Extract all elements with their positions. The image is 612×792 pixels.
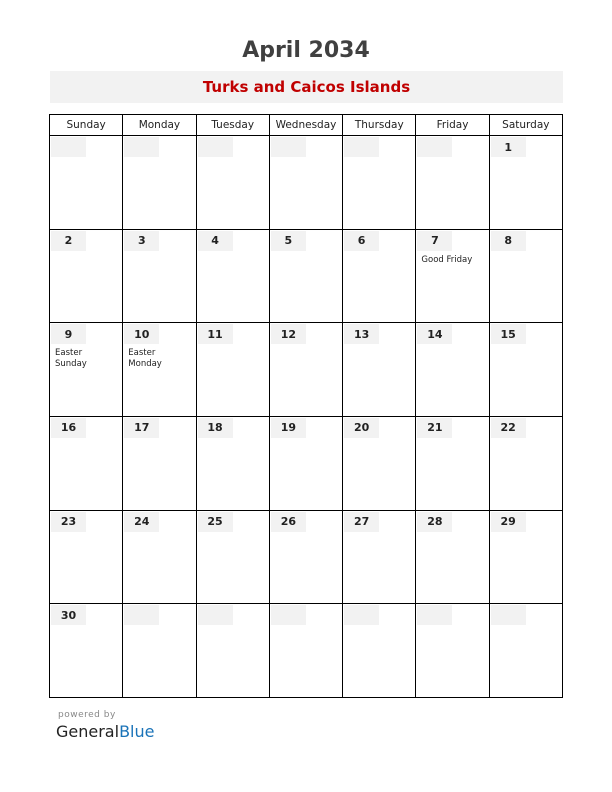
day-cell xyxy=(416,510,489,604)
empty-day-cell xyxy=(489,604,562,698)
day-number: 26 xyxy=(271,512,306,532)
empty-day-cell xyxy=(269,604,342,698)
empty-day-cell xyxy=(50,136,123,230)
day-number xyxy=(344,137,379,157)
day-cell xyxy=(269,510,342,604)
day-cell xyxy=(489,229,562,323)
week-row xyxy=(50,416,563,510)
weekday-wednesday: Wednesday xyxy=(269,115,342,136)
day-number: 22 xyxy=(491,418,526,438)
day-number: 15 xyxy=(491,324,526,344)
day-cell xyxy=(343,229,416,323)
day-cell xyxy=(50,604,123,698)
day-number xyxy=(417,137,452,157)
calendar-grid xyxy=(49,114,563,698)
week-row xyxy=(50,510,563,604)
day-number: 23 xyxy=(51,512,86,532)
empty-day-cell xyxy=(343,136,416,230)
day-cell xyxy=(50,416,123,510)
weekday-sunday: Sunday xyxy=(50,115,123,136)
day-cell xyxy=(269,323,342,417)
day-number xyxy=(198,137,233,157)
day-cell xyxy=(196,229,269,323)
day-cell xyxy=(50,229,123,323)
day-number: 17 xyxy=(124,418,159,438)
day-number: 25 xyxy=(198,512,233,532)
empty-day-cell xyxy=(123,604,196,698)
week-row xyxy=(50,229,563,323)
day-cell xyxy=(416,229,489,323)
day-number: 21 xyxy=(417,418,452,438)
day-number: 20 xyxy=(344,418,379,438)
day-number xyxy=(271,605,306,625)
day-cell xyxy=(123,510,196,604)
empty-day-cell xyxy=(343,604,416,698)
day-number: 28 xyxy=(417,512,452,532)
day-number: 16 xyxy=(51,418,86,438)
weekday-monday: Monday xyxy=(123,115,196,136)
day-number xyxy=(124,137,159,157)
day-number: 10 xyxy=(124,324,159,344)
holiday-label: Easter Monday xyxy=(128,348,162,370)
day-number: 7 xyxy=(417,231,452,251)
page-title: April 2034 xyxy=(242,38,370,63)
empty-day-cell xyxy=(196,136,269,230)
day-number: 9 xyxy=(51,324,86,344)
day-cell xyxy=(196,416,269,510)
weekday-thursday: Thursday xyxy=(343,115,416,136)
day-cell xyxy=(269,416,342,510)
day-number xyxy=(198,605,233,625)
generalblue-logo[interactable] xyxy=(56,722,154,741)
day-number: 24 xyxy=(124,512,159,532)
empty-day-cell xyxy=(123,136,196,230)
day-cell xyxy=(489,323,562,417)
day-number: 18 xyxy=(198,418,233,438)
day-cell xyxy=(123,416,196,510)
day-number: 5 xyxy=(271,231,306,251)
powered-by-label: powered by xyxy=(58,710,116,720)
brand-blue: Blue xyxy=(119,722,155,741)
day-number: 11 xyxy=(198,324,233,344)
country-banner xyxy=(50,71,563,103)
day-number: 14 xyxy=(417,324,452,344)
day-cell xyxy=(343,323,416,417)
day-number: 29 xyxy=(491,512,526,532)
day-number: 1 xyxy=(491,137,526,157)
holiday-label: Easter Sunday xyxy=(55,348,87,370)
day-cell xyxy=(343,416,416,510)
empty-day-cell xyxy=(196,604,269,698)
day-cell xyxy=(489,136,562,230)
day-number: 6 xyxy=(344,231,379,251)
day-number: 3 xyxy=(124,231,159,251)
weekday-friday: Friday xyxy=(416,115,489,136)
day-cell xyxy=(50,323,123,417)
day-number: 12 xyxy=(271,324,306,344)
day-cell xyxy=(416,416,489,510)
day-cell xyxy=(416,323,489,417)
day-cell xyxy=(489,510,562,604)
weekday-saturday: Saturday xyxy=(489,115,562,136)
day-cell xyxy=(196,510,269,604)
day-number: 2 xyxy=(51,231,86,251)
weekday-header-row xyxy=(50,115,563,136)
week-row xyxy=(50,136,563,230)
day-cell xyxy=(489,416,562,510)
week-row xyxy=(50,604,563,698)
day-number xyxy=(491,605,526,625)
day-number: 4 xyxy=(198,231,233,251)
holiday-label: Good Friday xyxy=(421,254,473,265)
empty-day-cell xyxy=(269,136,342,230)
day-cell xyxy=(123,323,196,417)
day-number xyxy=(344,605,379,625)
day-cell xyxy=(123,229,196,323)
day-number xyxy=(271,137,306,157)
weekday-tuesday: Tuesday xyxy=(196,115,269,136)
day-number: 30 xyxy=(51,605,86,625)
day-number xyxy=(51,137,86,157)
brand-general: General xyxy=(56,722,120,741)
empty-day-cell xyxy=(416,604,489,698)
day-cell xyxy=(196,323,269,417)
day-number xyxy=(417,605,452,625)
country-name: Turks and Caicos Islands xyxy=(202,78,411,96)
day-number: 19 xyxy=(271,418,306,438)
day-number: 8 xyxy=(491,231,526,251)
day-number xyxy=(124,605,159,625)
day-cell xyxy=(269,229,342,323)
day-number: 27 xyxy=(344,512,379,532)
empty-day-cell xyxy=(416,136,489,230)
week-row xyxy=(50,323,563,417)
day-cell xyxy=(343,510,416,604)
day-number: 13 xyxy=(344,324,379,344)
day-cell xyxy=(50,510,123,604)
